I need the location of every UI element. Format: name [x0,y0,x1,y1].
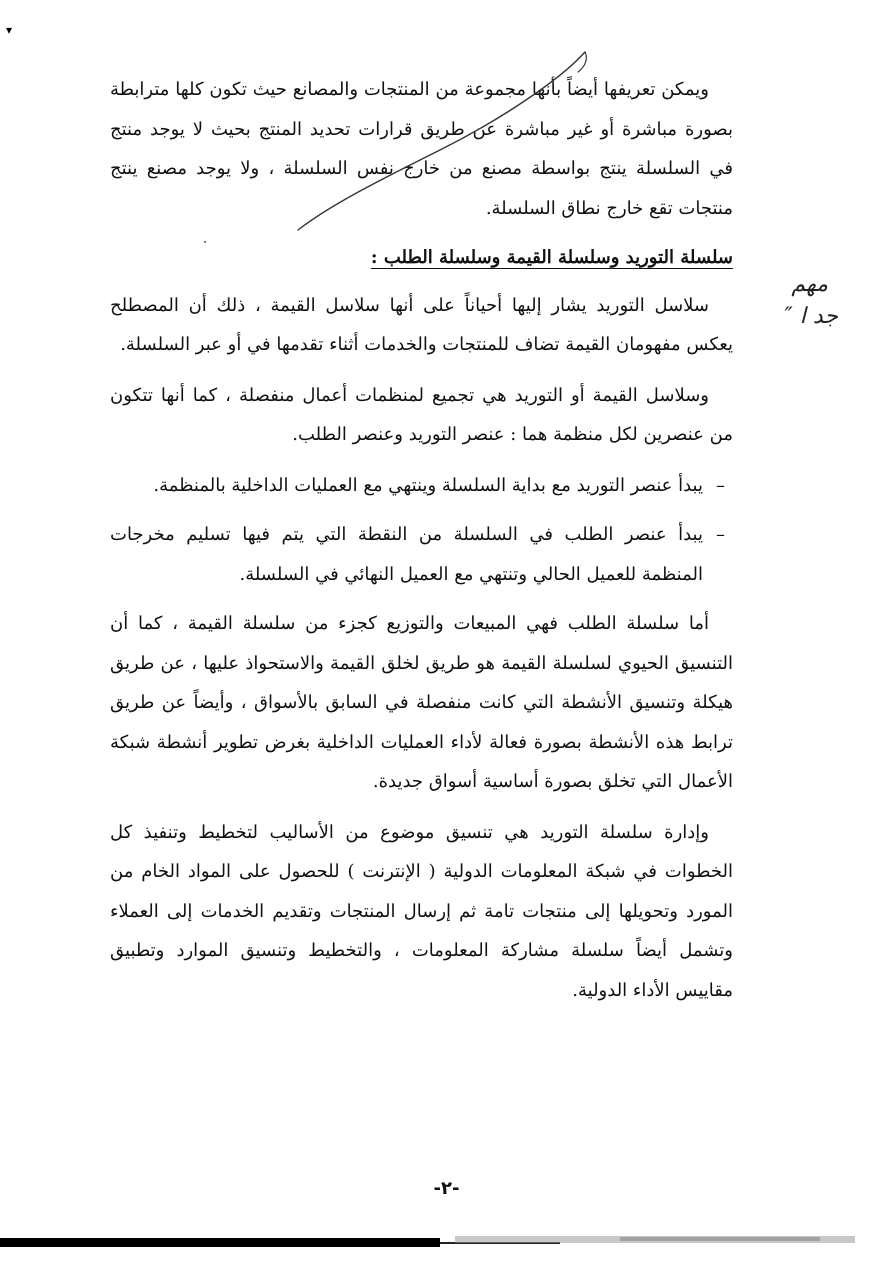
document-body [110,70,733,1021]
margin-note-very: جد ا ″ [784,304,838,329]
paragraph-elements: وسلاسل القيمة أو التوريد هي تجميع لمنظمات أعمال منفصلة ، كما أنها تتكون من عنصرين لكل منظمة هما : عنصر التوريد وعنصر الطلب. [110,384,733,445]
bullet-dash: – [716,474,725,496]
scan-edge-speckle [620,1237,820,1241]
bullet-demand [110,515,733,594]
bullet-demand-text: يبدأ عنصر الطلب في السلسلة من النقطة التي يتم فيها تسليم مخرجات المنظمة للعميل الحالي وتنتهي مع العميل النهائي في السلسلة. [110,524,703,585]
scan-mark-dot: ▾ [6,23,13,37]
scan-bottom-edge [0,1234,893,1263]
bullet-supply-text: يبدأ عنصر التوريد مع بداية السلسلة وينتهي مع العمليات الداخلية بالمنظمة. [153,474,703,496]
bullet-dash: – [716,524,725,545]
section-heading: سلسلة التوريد وسلسلة القيمة وسلسلة الطلب : [370,247,733,268]
paragraph-management: وإدارة سلسلة التوريد هي تنسيق موضوع من الأساليب لتخطيط وتنفيذ كل الخطوات في شبكة المعلومات الدولية ( الإنترنت ) للحصول على المواد الخام من المورد وتحويلها إلى منتجات تامة ثم إرسال المنتجات وتقديم الخدمات إلى العملاء وتشمل أيضاً سلسلة مشاركة المعلومات ، والتخطيط وتنسيق الموارد وتطبيق مقاييس الأداء الدولية. [110,821,733,1001]
margin-note-important: مهم [791,272,828,297]
handwritten-margin-note [748,268,838,338]
scan-edge-thick-bar [0,1238,440,1247]
paragraph-demand-chain: أما سلسلة الطلب فهي المبيعات والتوزيع كجزء من سلسلة القيمة ، كما أن التنسيق الحيوي لسلسلة القيمة هو طريق لخلق القيمة والاستحواذ عليها ، عن طريق هيكلة وتنسيق الأنشطة التي كانت منفصلة في السابق بالأسواق ، وأيضاً عن طريق ترابط هذه الأنشطة بصورة فعالة لأداء العمليات الداخلية بغرض تطوير أنشطة شبكة الأعمال التي تخلق بصورة أساسية أسواق جديدة. [110,613,733,792]
paragraph-intro: ويمكن تعريفها أيضاً بأنها مجموعة من المنتجات والمصانع حيث تكون كلها مترابطة بصورة مباشرة أو غير مباشرة عن طريق قرارات تحديد المنتج بحيث لا يوجد منتج في السلسلة ينتج بواسطة مصنع من خارج نفس السلسلة ، ولا يوجد مصنع ينتج منتجات تقع خارج نطاق السلسلة. [110,79,733,219]
pen-strike-hook [578,52,586,72]
bullet-supply [110,466,733,506]
page-number: -٢- [433,1178,460,1199]
paragraph-value-chains: سلاسل التوريد يشار إليها أحياناً على أنها سلاسل القيمة ، ذلك أن المصطلح يعكس مفهومان القيمة تضاف للمنتجات والخدمات أثناء تقدمها في أو عبر السلسلة. [110,294,733,355]
